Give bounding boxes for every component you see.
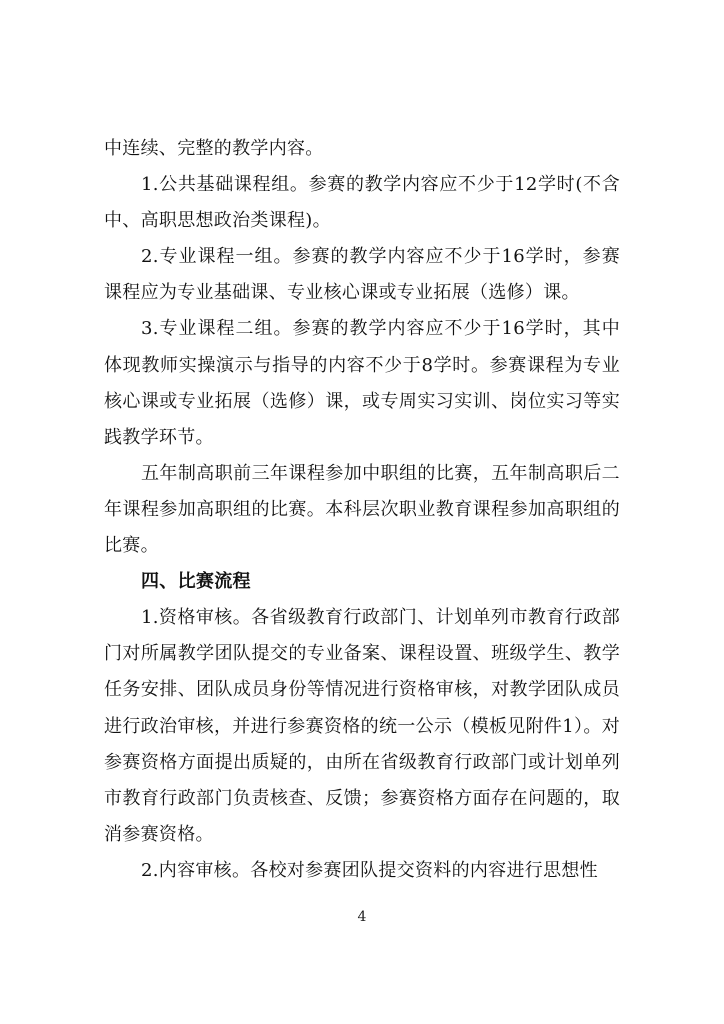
paragraph-content-review: 2.内容审核。各校对参赛团队提交资料的内容进行思想性 [141, 859, 598, 881]
paragraph-continuation: 中连续、完整的教学内容。 [104, 138, 324, 159]
paragraph-public-basic-course-group: 1.公共基础课程组。参赛的教学内容应不少于12学时(不含中、高职思想政治类课程)。 [104, 174, 620, 232]
document-body [104, 131, 620, 889]
paragraph-qualification-review: 1.资格审核。各省级教育行政部门、计划单列市教育行政部门对所属教学团队提交的专业备案、课程设置、班级学生、教学任务安排、团队成员身份等情况进行资格审核，对教学团队成员进行政治审核，并进行参赛资格的统一公示（模板见附件1）。对参赛资格方面提出质疑的，由所在省级教育行政部门或计划单列市教育行政部门负责核查、反馈；参赛资格方面存在问题的，取消参赛资格。 [104, 607, 620, 845]
paragraph-five-year-program-note: 五年制高职前三年课程参加中职组的比赛，五年制高职后二年课程参加高职组的比赛。本科层次职业教育课程参加高职组的比赛。 [104, 462, 620, 557]
page-number: 4 [357, 909, 367, 925]
section-heading-competition-process: 四、比赛流程 [141, 571, 251, 593]
paragraph-professional-course-group-one: 2.专业课程一组。参赛的教学内容应不少于16学时，参赛课程应为专业基础课、专业核心课或专业拓展（选修）课。 [104, 246, 620, 304]
paragraph-professional-course-group-two: 3.专业课程二组。参赛的教学内容应不少于16学时，其中体现教师实操演示与指导的内容不少于8学时。参赛课程为专业核心课或专业拓展（选修）课，或专周实习实训、岗位实习等实践教学环节。 [104, 318, 620, 448]
